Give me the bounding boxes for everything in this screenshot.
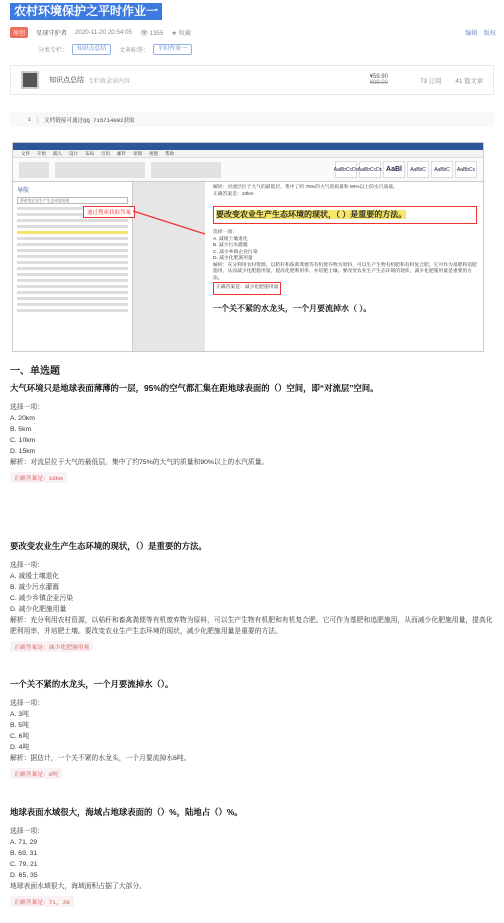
article-title: 农村环境保护之平时作业一 [10, 3, 162, 20]
option-line: A. 20km [10, 415, 35, 422]
word-menu-item: 文件 [21, 150, 30, 156]
section-title: 一、单选题 [10, 366, 60, 377]
doc-next-question: 一个关不紧的水龙头，一个月要流掉水（ ）。 [213, 303, 372, 313]
column-card[interactable] [10, 65, 494, 95]
option-line: D. 4吨 [10, 744, 30, 751]
nav-line [17, 249, 128, 252]
analysis-text: 解析：对流层位于大气的最低层，集中了约75%的大气的质量和90%以上的水汽质量。 [10, 459, 269, 466]
nav-line [17, 291, 128, 294]
option-line: A. 71, 29 [10, 839, 38, 846]
option-line: B. 5吨 [10, 722, 29, 729]
question-block [10, 382, 495, 483]
nav-line [17, 285, 128, 288]
question-text: 地球表面水域很大，海域占地球表面的（）%，陆地占（）%。 [10, 807, 243, 817]
nav-line [17, 267, 128, 270]
column-subscribers: 73 订阅 [419, 77, 442, 85]
question-text: 一个关不紧的水龙头，一个月要流掉水（）。 [10, 679, 174, 689]
category-row [38, 43, 192, 55]
style-item: AaBbCc [455, 161, 477, 178]
question-block [10, 806, 495, 907]
doc-option: B. 减少污水灌溉 [213, 243, 248, 248]
option-line: D. 65, 35 [10, 872, 38, 879]
eye-icon: 👁 [139, 29, 148, 37]
word-menu [13, 150, 483, 158]
option-line: 选择一项： [10, 828, 44, 835]
option-line: B. 5km [10, 426, 32, 433]
clipboard-group [19, 162, 49, 178]
views-value: 1355 [149, 29, 164, 37]
font-group [55, 162, 145, 178]
doc-option: D. 减少化肥施用量 [213, 256, 253, 261]
option-line: C. 79, 21 [10, 861, 38, 868]
copyright-link[interactable]: 版权 [483, 30, 496, 37]
nav-line [17, 273, 128, 276]
callout-label: 通过搜索获取答案 [83, 206, 135, 218]
option-line: C. 6吨 [10, 733, 30, 740]
doc-question: 要改变农业生产生态环境的现状，（ ）是重要的方法。 [216, 210, 407, 219]
option-line: B. 减少污水灌溉 [10, 584, 60, 591]
option-line: D. 15km [10, 448, 36, 455]
column-name[interactable]: 知识点总结 [49, 77, 84, 84]
column-desc: 专栏收录该内容 [88, 78, 131, 85]
word-menu-item: 审阅 [133, 150, 142, 156]
word-menu-item: 布局 [85, 150, 94, 156]
analysis-text: 地球表面水域很大，海域面积占据了大部分。 [10, 883, 146, 890]
option-line: 选择一项： [10, 700, 44, 707]
word-menu-item: 视图 [149, 150, 158, 156]
favorite-label: 收藏 [178, 30, 191, 37]
nav-line [17, 279, 128, 282]
original-badge: 原创 [10, 27, 28, 38]
article-tag[interactable]: 平时作业一 [153, 44, 192, 55]
style-item: AaBbC [407, 161, 429, 178]
word-ribbon [13, 158, 483, 182]
option-line: 选择一项： [10, 404, 44, 411]
style-item: AaBbCcDc [335, 161, 357, 178]
favorite-button[interactable] [171, 28, 191, 37]
style-item: AaBbCcDc [359, 161, 381, 178]
answer-badge: 正确答案是：6吨 [10, 768, 62, 779]
word-menu-item: 引用 [101, 150, 110, 156]
article-meta [10, 26, 496, 39]
question-block [10, 678, 495, 779]
nav-line [17, 303, 128, 306]
doc-option: A. 减缓土壤退化 [213, 236, 248, 242]
nav-search-box: 要改变农业生产生态环境的现 [17, 197, 128, 204]
option-line: C. 10km [10, 437, 36, 444]
nav-line [17, 237, 128, 240]
column-articles: 41 篇文章 [455, 77, 483, 85]
column-old-price: ¥99.00 [369, 80, 388, 86]
style-item: AaBbC [431, 161, 453, 178]
star-icon: ★ [171, 30, 177, 37]
option-line: A. 3吨 [10, 711, 29, 718]
nav-line [17, 225, 128, 228]
column-tag[interactable]: 知识点总结 [72, 44, 111, 55]
word-screenshot-image [12, 142, 484, 352]
code-text: 文档链接可通过QQ 715714092获取 [44, 116, 135, 124]
doc-question-highlight [213, 206, 477, 224]
nav-line [17, 297, 128, 300]
doc-option: 选择一项： [213, 230, 237, 235]
paragraph-group [151, 162, 221, 178]
nav-line [17, 255, 128, 258]
styles-group [335, 161, 477, 178]
option-line: B. 69, 31 [10, 850, 38, 857]
publish-date: 2020-11-20 20:54:05 [74, 29, 132, 36]
word-menu-item: 插入 [53, 150, 62, 156]
article-tag-label: 文章标签： [119, 47, 150, 54]
question-text: 要改变农业生产生态环境的现状，（）是重要的方法。 [10, 541, 207, 551]
answer-badge: 正确答案是：减少化肥施用量 [10, 641, 93, 652]
word-titlebar [13, 143, 483, 150]
doc-analysis: 解析：充分利用农村资源，以秸秆和畜禽粪便等有机废弃物为原料，可以生产生物有机肥和有机复合肥。它可作为基肥和追肥施用，从而减少化肥施用量，提高化肥利用率，并培肥土壤。要改变农业生产生态环境的现状，减少化肥施用量是重要的方法。 [213, 262, 477, 281]
column-prices [370, 74, 388, 86]
doc-answer: 正确答案是：减少化肥施用量 [213, 282, 281, 295]
word-menu-item: 设计 [69, 150, 78, 156]
question-text: 大气环境只是地球表面薄薄的一层，95%的空气都汇集在距地球表面的（）空间，即“对流层”空间。 [10, 383, 379, 393]
option-line: 选择一项： [10, 562, 44, 569]
code-block [10, 112, 494, 127]
doc-line: 解析：对流层位于大气的最低层，集中了约 75%的大气的质量和 90%以上的水汽质量。 [213, 185, 398, 190]
word-document [205, 182, 484, 352]
doc-line: 正确答案是：10km [213, 191, 254, 197]
option-line: C. 减少乡镇企业污染 [10, 595, 74, 602]
analysis-text: 解析：据估计，一个关不紧的水龙头，一个月要流掉水6吨。 [10, 755, 191, 762]
nav-line [17, 309, 128, 312]
nav-title: 导航 [17, 188, 30, 194]
style-item: AaBl [383, 161, 405, 178]
word-menu-item: 开始 [37, 150, 46, 156]
code-line-number: 1 [10, 116, 38, 123]
column-label: 分类专栏： [38, 47, 69, 54]
option-line: D. 减少化肥施用量 [10, 606, 67, 613]
analysis-text: 解析：充分利用农村资源，以秸秆和畜禽粪便等有机废弃物为原料，可以生产生物有机肥和有机复合肥。它可作为基肥和追肥施用，从而减少化肥施用量，提高化肥利用率，并培肥土壤。要改变农业生产生态环境的现状，减少化肥施用量是重要的方法。 [10, 617, 493, 635]
doc-option: C. 减少乡镇企业污染 [213, 249, 258, 255]
views-count [140, 29, 163, 37]
nav-line [17, 261, 128, 264]
edit-link[interactable]: 编辑 [465, 30, 478, 37]
question-block [10, 540, 495, 652]
nav-line [17, 219, 128, 222]
word-menu-item: 邮件 [117, 150, 126, 156]
nav-line-highlight [17, 231, 128, 234]
nav-line [17, 243, 128, 246]
column-thumbnail [21, 71, 39, 89]
column-price: ¥59.90 [369, 74, 388, 80]
answer-badge: 正确答案是：71, 29 [10, 896, 74, 907]
author-link[interactable]: 星球守护者 [36, 30, 67, 37]
word-menu-item: 帮助 [165, 150, 174, 156]
option-line: A. 减缓土壤退化 [10, 573, 60, 580]
answer-badge: 正确答案是：10km [10, 472, 67, 483]
